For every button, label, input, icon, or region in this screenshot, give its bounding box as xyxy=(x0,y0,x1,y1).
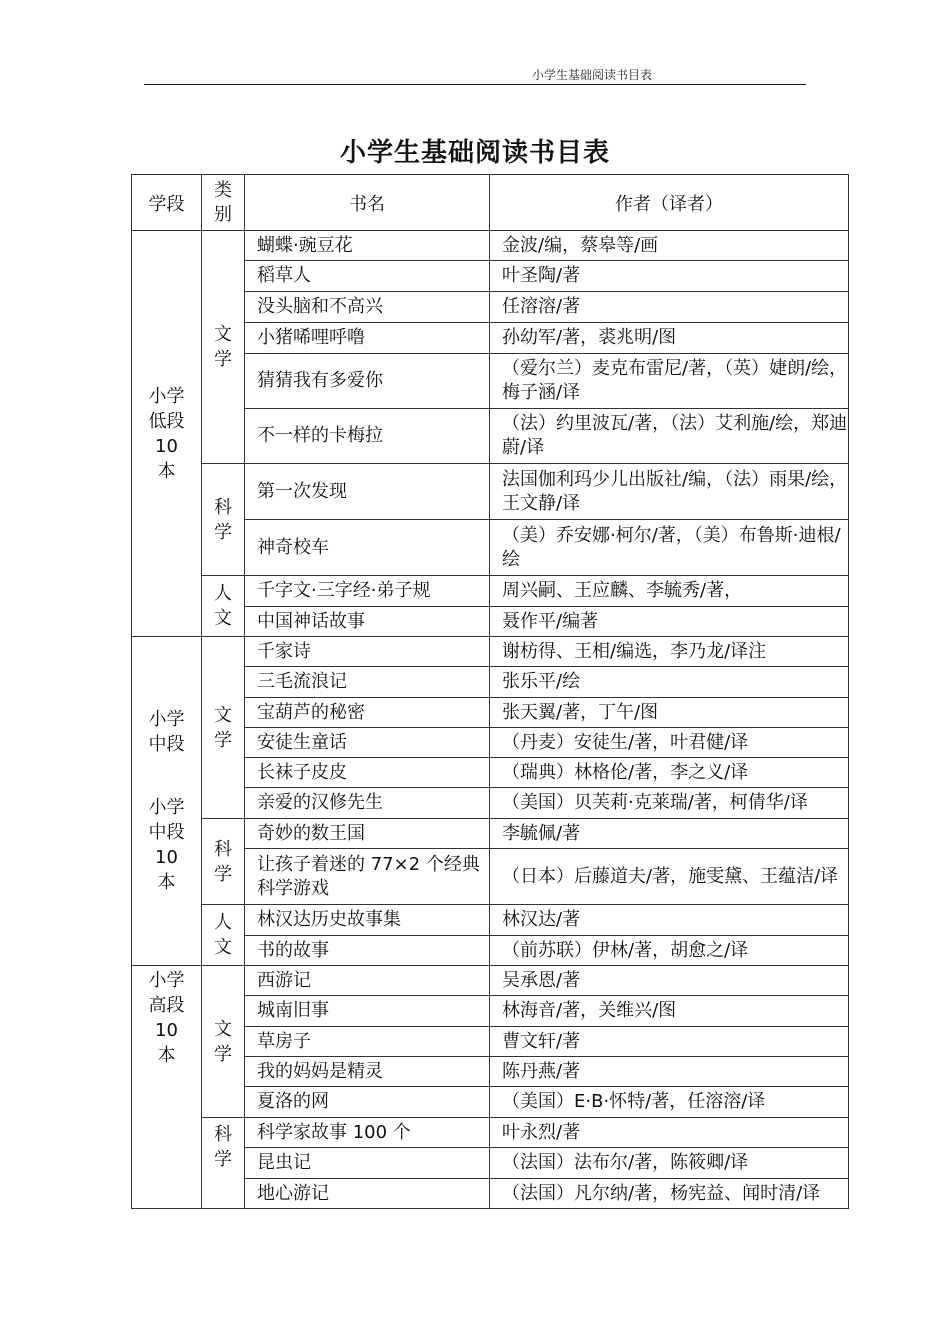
book-author: 金波/编，蔡皋等/画 xyxy=(490,231,849,261)
book-title: 地心游记 xyxy=(245,1179,490,1209)
stage-low: 小学 低段 10 本 xyxy=(132,231,202,637)
book-title: 昆虫记 xyxy=(245,1148,490,1179)
book-title: 我的妈妈是精灵 xyxy=(245,1057,490,1087)
category-literature: 文 学 xyxy=(202,966,245,1118)
book-author: （日本）后藤道夫/著，施雯黛、王蕴洁/译 xyxy=(490,849,849,905)
book-author: 陈丹燕/著 xyxy=(490,1057,849,1087)
book-title: 书的故事 xyxy=(245,936,490,966)
book-author: 叶永烈/著 xyxy=(490,1118,849,1148)
table-row xyxy=(132,819,849,849)
book-title: 千家诗 xyxy=(245,637,490,667)
book-title: 夏洛的网 xyxy=(245,1087,490,1118)
book-author: （法国）凡尔纳/著，杨宪益、闻时清/译 xyxy=(490,1179,849,1209)
book-author: （法）约里波瓦/著，（法）艾利施/绘，郑迪蔚/译 xyxy=(490,409,849,464)
category-science: 科 学 xyxy=(202,1118,245,1209)
book-author: 孙幼军/著，裘兆明/图 xyxy=(490,323,849,354)
book-author: 曹文轩/著 xyxy=(490,1027,849,1057)
category-literature: 文 学 xyxy=(202,231,245,464)
book-author: 张天翼/著，丁午/图 xyxy=(490,698,849,728)
book-title: 科学家故事 100 个 xyxy=(245,1118,490,1148)
book-title: 第一次发现 xyxy=(245,464,490,520)
table-header-row xyxy=(132,175,849,231)
book-title: 不一样的卡梅拉 xyxy=(245,409,490,464)
stage-high: 小学 高段 10 本 xyxy=(132,966,202,1209)
stage-mid: 小学 中段 小学 中段 10 本 xyxy=(132,637,202,966)
book-author: 任溶溶/著 xyxy=(490,292,849,323)
book-title: 宝葫芦的秘密 xyxy=(245,698,490,728)
table-row xyxy=(132,1118,849,1148)
table-row xyxy=(132,464,849,520)
header-category: 类 别 xyxy=(202,175,245,231)
page-title: 小学生基础阅读书目表 xyxy=(339,138,610,168)
book-title: 让孩子着迷的 77×2 个经典科学游戏 xyxy=(245,849,490,905)
book-title: 长袜子皮皮 xyxy=(245,758,490,788)
header-stage: 学段 xyxy=(132,175,202,231)
running-header-title: 小学生基础阅读书目表 xyxy=(532,68,653,82)
book-title: 草房子 xyxy=(245,1027,490,1057)
book-title: 亲爱的汉修先生 xyxy=(245,788,490,819)
book-author: 叶圣陶/著 xyxy=(490,261,849,292)
category-science: 科 学 xyxy=(202,464,245,576)
book-title: 城南旧事 xyxy=(245,996,490,1027)
book-title: 千字文·三字经·弟子规 xyxy=(245,576,490,607)
category-literature: 文 学 xyxy=(202,637,245,819)
table-row xyxy=(132,905,849,936)
book-title: 林汉达历史故事集 xyxy=(245,905,490,936)
header-book: 书名 xyxy=(245,175,490,231)
book-title: 没头脑和不高兴 xyxy=(245,292,490,323)
book-author: 吴承恩/著 xyxy=(490,966,849,996)
book-title: 稻草人 xyxy=(245,261,490,292)
running-header xyxy=(144,60,806,85)
book-author: （丹麦）安徒生/著，叶君健/译 xyxy=(490,728,849,758)
table-row xyxy=(132,576,849,607)
table-row xyxy=(132,231,849,261)
book-title: 西游记 xyxy=(245,966,490,996)
book-title: 猜猜我有多爱你 xyxy=(245,354,490,409)
book-author: 法国伽利玛少儿出版社/编，（法）雨果/绘，王文静/译 xyxy=(490,464,849,520)
book-author: （爱尔兰）麦克布雷尼/著，（英）婕朗/绘，梅子涵/译 xyxy=(490,354,849,409)
table-row xyxy=(132,637,849,667)
table-row xyxy=(132,966,849,996)
category-humanities: 人 文 xyxy=(202,905,245,966)
book-title: 小猪唏哩呼噜 xyxy=(245,323,490,354)
book-author: 聂作平/编著 xyxy=(490,607,849,637)
book-author: （美国）贝芙莉·克莱瑞/著，柯倩华/译 xyxy=(490,788,849,819)
book-title: 神奇校车 xyxy=(245,520,490,576)
book-author: （瑞典）林格伦/著，李之义/译 xyxy=(490,758,849,788)
book-author: （前苏联）伊林/著，胡愈之/译 xyxy=(490,936,849,966)
book-author: （美国）E·B·怀特/著，任溶溶/译 xyxy=(490,1087,849,1118)
book-title: 奇妙的数王国 xyxy=(245,819,490,849)
category-science: 科 学 xyxy=(202,819,245,905)
book-title: 安徒生童话 xyxy=(245,728,490,758)
book-author: 林海音/著，关维兴/图 xyxy=(490,996,849,1027)
book-author: （法国）法布尔/著，陈筱卿/译 xyxy=(490,1148,849,1179)
book-author: 周兴嗣、王应麟、李毓秀/著， xyxy=(490,576,849,607)
category-humanities: 人 文 xyxy=(202,576,245,637)
reading-list-table xyxy=(131,174,849,1209)
book-author: 谢枋得、王相/编选，李乃龙/译注 xyxy=(490,637,849,667)
header-author: 作者（译者） xyxy=(490,175,849,231)
book-title: 三毛流浪记 xyxy=(245,667,490,698)
book-author: （美）乔安娜·柯尔/著，（美）布鲁斯·迪根/绘 xyxy=(490,520,849,576)
book-author: 林汉达/著 xyxy=(490,905,849,936)
book-title: 蝴蝶·豌豆花 xyxy=(245,231,490,261)
book-author: 李毓佩/著 xyxy=(490,819,849,849)
book-author: 张乐平/绘 xyxy=(490,667,849,698)
book-title: 中国神话故事 xyxy=(245,607,490,637)
